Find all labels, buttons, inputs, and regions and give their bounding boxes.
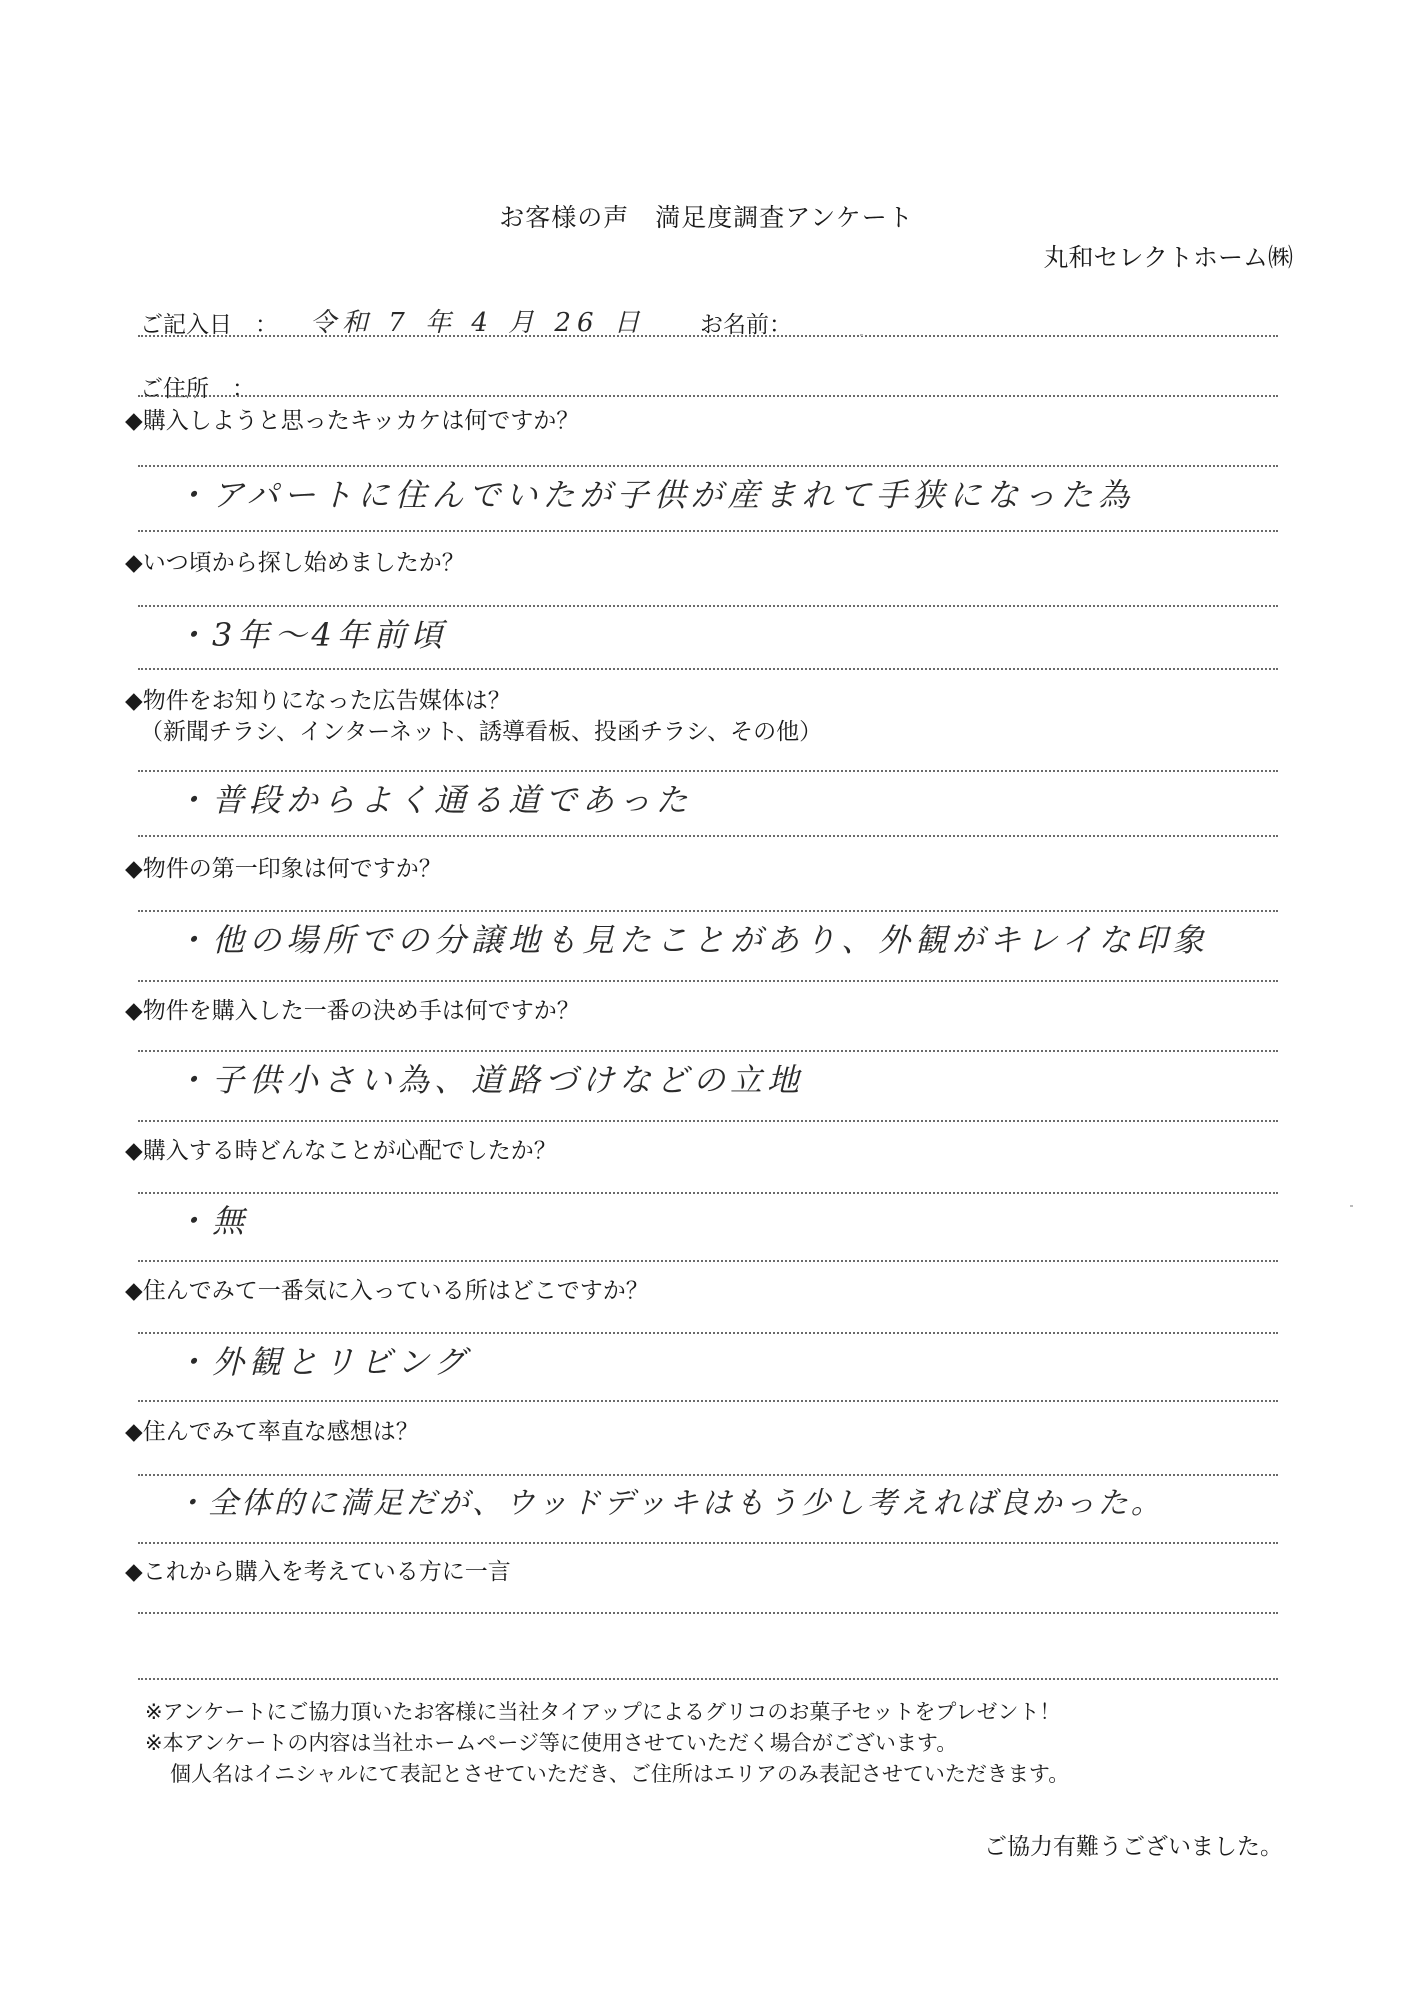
question-3-options: （新聞チラシ、インターネット、誘導看板、投函チラシ、その他） — [140, 719, 823, 745]
answer-2: ・3年～4年前頃 — [175, 616, 448, 654]
scan-speck — [1350, 1205, 1353, 1207]
q2-line-1 — [138, 605, 1278, 607]
q9-line-1 — [138, 1612, 1278, 1614]
address-line — [138, 395, 1278, 397]
q6-line-1 — [138, 1192, 1278, 1194]
question-2: ◆いつ頃から探し始めましたか？ — [125, 550, 465, 576]
q5-line-1 — [138, 1050, 1278, 1052]
q1-line-2 — [138, 530, 1278, 532]
answer-6: ・無 — [175, 1202, 250, 1240]
question-9: ◆これから購入を考えている方に一言 — [125, 1559, 511, 1585]
q4-line-1 — [138, 910, 1278, 912]
question-3: ◆物件をお知りになった広告媒体は？ — [125, 688, 511, 714]
note-present: ※アンケートにご協力頂いたお客様に当社タイアップによるグリコのお菓子セットをプレゼント！ — [145, 1700, 1061, 1724]
question-7: ◆住んでみて一番気に入っている所はどこですか？ — [125, 1278, 649, 1304]
q8-line-1 — [138, 1474, 1278, 1476]
q7-line-2 — [138, 1400, 1278, 1402]
answer-4: ・他の場所での分譲地も見たことがあり、外観がキレイな印象 — [175, 921, 1210, 959]
closing-thanks: ご協力有難うございました。 — [984, 1834, 1283, 1860]
question-1: ◆購入しようと思ったキッカケは何ですか？ — [125, 408, 580, 434]
q1-line-1 — [138, 465, 1278, 467]
date-label: ご記入日 ： — [140, 312, 278, 338]
company-name: 丸和セレクトホーム㈱ — [1043, 243, 1293, 272]
q3-line-2 — [138, 835, 1278, 837]
q6-line-2 — [138, 1260, 1278, 1262]
q8-line-2 — [138, 1542, 1278, 1544]
question-6: ◆購入する時どんなことが心配でしたか？ — [125, 1138, 557, 1164]
answer-5: ・子供小さい為、道路づけなどの立地 — [175, 1061, 805, 1099]
survey-title: お客様の声 満足度調査アンケート — [499, 203, 914, 232]
note-usage: ※本アンケートの内容は当社ホームページ等に使用させていただく場合がございます。 — [145, 1731, 958, 1755]
question-4: ◆物件の第一印象は何ですか？ — [125, 856, 442, 882]
date-value: 令和 7 年 4 月 26 日 — [310, 308, 646, 338]
q4-line-2 — [138, 980, 1278, 982]
q3-line-1 — [138, 770, 1278, 772]
answer-7: ・外観とリビング — [175, 1343, 471, 1381]
q9-line-2 — [138, 1678, 1278, 1680]
answer-8: ・全体的に満足だが、ウッドデッキはもう少し考えれば良かった。 — [175, 1486, 1164, 1521]
date-line — [138, 335, 1278, 337]
q2-line-2 — [138, 668, 1278, 670]
q5-line-2 — [138, 1120, 1278, 1122]
name-label: お名前： — [700, 312, 792, 338]
question-8: ◆住んでみて率直な感想は？ — [125, 1419, 419, 1445]
answer-1: ・アパートに住んでいたが子供が産まれて手狭になった為 — [175, 476, 1135, 514]
question-5: ◆物件を購入した一番の決め手は何ですか？ — [125, 998, 580, 1024]
answer-3: ・普段からよく通る道であった — [175, 781, 693, 819]
q7-line-1 — [138, 1332, 1278, 1334]
address-label: ご住所 ： — [140, 376, 255, 402]
scan-speck — [860, 334, 863, 336]
note-privacy: 個人名はイニシャルにて表記とさせていただき、ご住所はエリアのみ表記させていただきます。 — [170, 1762, 1070, 1786]
